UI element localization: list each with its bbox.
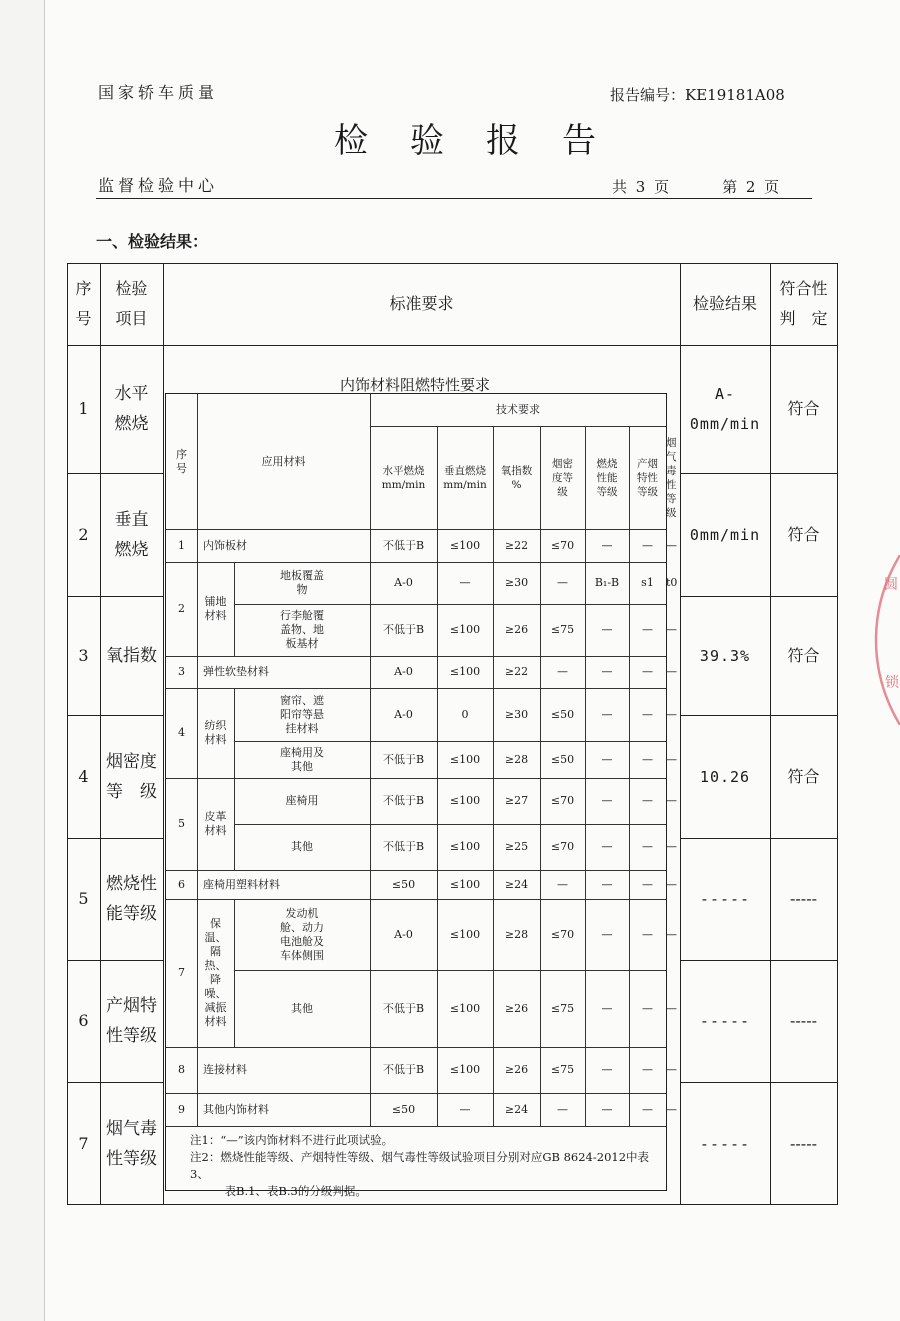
req-value: — (666, 840, 677, 853)
inner-header-col: 燃烧 性能 等级 (596, 457, 618, 498)
req-value: ≤100 (449, 538, 481, 552)
req-value: — (601, 707, 613, 721)
row-item: 燃烧性 能等级 (106, 874, 157, 924)
req-value: 0 (461, 707, 469, 721)
page-indicator: 共 3 页 第 2 页 (612, 178, 782, 196)
group-no: 1 (178, 538, 185, 552)
req-value: ≥28 (504, 927, 529, 941)
req-value: ≥30 (504, 707, 529, 721)
row-verdict: ----- (789, 889, 818, 908)
req-value: ≥24 (504, 877, 529, 891)
group-material: 内饰板材 (203, 538, 247, 552)
table-notes (190, 1132, 660, 1200)
req-value: — (642, 1063, 653, 1076)
req-value: ≥28 (504, 752, 529, 766)
req-value: — (601, 1063, 613, 1076)
req-value: — (666, 752, 677, 766)
group-material: 座椅用塑料材料 (203, 877, 280, 891)
req-value: — (642, 927, 653, 941)
row-result: 10.26 (699, 767, 751, 786)
row-result: A-0mm/min (689, 385, 761, 433)
row-item: 烟密度 等 级 (106, 751, 157, 802)
requirements-table (165, 393, 678, 1198)
col-header-item: 检验 项目 (115, 279, 148, 328)
req-value: ≤100 (449, 1001, 481, 1015)
group-no: 9 (178, 1102, 185, 1116)
req-value: ≥27 (504, 794, 529, 807)
req-value: — (642, 538, 653, 552)
req-value: — (666, 794, 677, 807)
req-value: — (642, 840, 653, 853)
outer-vline (163, 263, 164, 1205)
svg-text:圆: 圆 (884, 577, 898, 593)
req-value: — (601, 927, 613, 941)
req-value: — (557, 877, 568, 891)
tech-req-header: 技术要求 (496, 403, 540, 416)
req-value: t0 (666, 576, 678, 589)
req-value: 不低于B (382, 752, 425, 766)
req-value: ≤100 (449, 623, 481, 636)
group-material: 纺织 材料 (204, 719, 227, 746)
req-value: 不低于B (382, 538, 425, 552)
req-value: A-0 (394, 707, 413, 721)
row-verdict: ----- (789, 1133, 818, 1153)
req-value: — (666, 707, 677, 721)
req-value: — (601, 877, 613, 891)
group-no: 6 (178, 877, 185, 891)
section-title: 一、检验结果： (96, 232, 209, 251)
req-value: — (557, 1102, 568, 1116)
req-value: — (601, 623, 613, 636)
req-value: A-0 (394, 576, 413, 589)
req-value: 不低于B (382, 840, 425, 853)
inner-header-col: 氧指数 % (500, 464, 533, 491)
req-value: — (666, 1102, 677, 1116)
req-value: ≤70 (550, 840, 575, 853)
req-value: — (642, 665, 653, 678)
req-value: — (601, 840, 613, 853)
row-result: ----- (699, 1012, 751, 1030)
sub-material: 其他 (291, 840, 313, 853)
req-value: ≤100 (449, 752, 481, 766)
req-value: — (666, 665, 677, 678)
row-verdict: 符合 (787, 645, 820, 665)
sub-material: 窗帘、遮 阳帘等悬 挂材料 (280, 693, 324, 735)
sub-material: 座椅用 (285, 794, 319, 807)
row-result: 0mm/min (689, 525, 761, 544)
report-number: 报告编号：KE19181A08 (610, 86, 785, 104)
req-value: ≥25 (504, 840, 529, 853)
row-item: 产烟特 性等级 (106, 996, 157, 1046)
col-header-standard: 标准要求 (389, 294, 454, 313)
req-value: — (601, 794, 613, 807)
group-material: 皮革 材料 (204, 810, 227, 837)
req-value: — (642, 877, 653, 891)
row-no: 1 (78, 399, 89, 418)
row-result: ----- (699, 1134, 751, 1153)
row-no: 5 (78, 889, 89, 908)
req-value: — (557, 576, 568, 589)
note-line: 表B.1、表B.3的分级判据。 (190, 1184, 367, 1198)
row-item: 水平 燃烧 (114, 384, 149, 434)
req-value: — (666, 877, 677, 891)
req-value: 不低于B (382, 794, 425, 807)
req-value: ≤70 (550, 927, 575, 941)
row-result: 39.3% (699, 646, 751, 665)
row-item: 氧指数 (106, 645, 157, 666)
sub-material: 座椅用及 其他 (280, 745, 324, 773)
req-value: — (601, 1102, 613, 1116)
req-value: — (666, 623, 677, 636)
group-material: 弹性软垫材料 (203, 665, 269, 678)
group-material: 连接材料 (203, 1063, 247, 1076)
req-value: ≤70 (550, 794, 575, 807)
req-value: ≤75 (550, 1063, 575, 1076)
req-value: — (601, 538, 613, 552)
group-no: 5 (178, 817, 185, 830)
req-value: ≥26 (504, 623, 529, 636)
req-value: ≤100 (449, 877, 481, 891)
req-value: — (601, 752, 613, 766)
req-value: ≤100 (449, 927, 481, 941)
req-value: ≤75 (550, 623, 575, 636)
req-value: B₁-B (594, 576, 620, 589)
req-value: ≤50 (391, 1102, 416, 1116)
seal-stamp (872, 555, 900, 725)
row-item: 烟气毒 性等级 (106, 1118, 157, 1169)
req-value: ≤50 (550, 752, 575, 766)
req-value: ≤100 (449, 794, 481, 807)
outer-vline (837, 263, 838, 1205)
row-no: 2 (78, 524, 89, 544)
sub-material: 其他 (291, 1001, 313, 1015)
group-no: 2 (178, 602, 185, 615)
req-value: ≤50 (550, 707, 575, 721)
req-value: ≥26 (504, 1063, 529, 1076)
org-name: 国家轿车质量 (98, 83, 219, 102)
row-no: 3 (78, 645, 89, 665)
req-value: ≥30 (504, 576, 529, 589)
group-material: 铺地 材料 (204, 595, 227, 622)
req-value: ≥22 (504, 665, 529, 678)
row-verdict: 符合 (787, 399, 820, 418)
inner-header-col: 垂直燃烧 mm/min (443, 464, 487, 491)
sub-material: 发动机 舱、动力 电池舱及 车体侧围 (280, 906, 324, 962)
req-value: — (601, 665, 613, 678)
req-value: 不低于B (382, 1063, 425, 1076)
inner-header-seq: 序 号 (176, 447, 187, 475)
sub-material: 行李舱覆 盖物、地 板基材 (280, 609, 324, 650)
inner-table-title: 内饰材料阻燃特性要求 (339, 376, 490, 394)
row-verdict: ----- (789, 1011, 818, 1030)
row-no: 7 (78, 1133, 89, 1153)
group-no: 8 (178, 1063, 185, 1076)
group-material: 其他内饰材料 (203, 1102, 269, 1116)
req-value: ≤75 (550, 1001, 575, 1015)
row-result: ----- (699, 890, 751, 908)
req-value: — (459, 576, 471, 589)
inner-hline (166, 1126, 666, 1127)
header-rule (96, 198, 812, 199)
req-value: — (459, 1102, 471, 1116)
req-value: — (557, 665, 568, 678)
inner-header-col: 产烟 特性 等级 (637, 457, 658, 498)
req-value: — (601, 1001, 613, 1015)
col-header-seq: 序 号 (75, 279, 92, 328)
req-value: A-0 (394, 927, 413, 941)
req-value: ≥24 (504, 1102, 529, 1116)
col-header-result: 检验结果 (692, 294, 757, 313)
inner-header-material: 应用材料 (261, 454, 306, 468)
center-name: 监督检验中心 (98, 176, 219, 195)
inner-header-col: 烟气 毒性 等级 (666, 436, 677, 519)
row-verdict: 符合 (787, 524, 820, 544)
inner-header-col: 水平燃烧 mm/min (381, 464, 426, 491)
req-value: — (666, 927, 677, 941)
req-value: — (666, 1063, 677, 1076)
note-line: 注1：“—”该内饰材料不进行此项试验。 (190, 1133, 394, 1147)
req-value: ≤100 (449, 665, 481, 678)
req-value: — (642, 1001, 653, 1015)
req-value: ≥22 (504, 538, 529, 552)
row-verdict: 符合 (787, 766, 820, 786)
group-material: 保 温、 隔 热、 降 噪、 减振 材料 (204, 917, 227, 1028)
svg-text:锁: 锁 (885, 675, 899, 691)
req-value: ≤70 (550, 538, 575, 552)
req-value: — (642, 623, 653, 636)
req-value: 不低于B (382, 1001, 425, 1015)
inner-header-col: 烟密 度等 级 (552, 457, 573, 498)
req-value: 不低于B (382, 623, 425, 636)
sub-material: 地板覆盖 物 (280, 569, 324, 596)
row-no: 4 (78, 766, 89, 786)
row-no: 6 (78, 1011, 89, 1030)
row-item: 垂直 燃烧 (114, 509, 149, 560)
req-value: — (666, 1001, 677, 1015)
req-value: — (642, 752, 653, 766)
req-value: ≤50 (391, 877, 416, 891)
req-value: ≥26 (504, 1001, 529, 1015)
req-value: ≤100 (449, 1063, 481, 1076)
req-value: s1 (641, 576, 654, 589)
req-value: — (642, 707, 653, 721)
col-header-verdict: 符合性 判 定 (779, 279, 828, 328)
page-title: 检 验 报 告 (334, 121, 600, 161)
group-no: 4 (178, 726, 185, 739)
group-no: 7 (178, 966, 185, 979)
req-value: — (642, 794, 653, 807)
req-value: — (642, 1102, 653, 1116)
group-no: 3 (178, 665, 185, 678)
note-line: 注2：燃烧性能等级、产烟特性等级、烟气毒性等级试验项目分别对应GB 8624-2012中表3、 (190, 1150, 650, 1181)
req-value: — (666, 538, 677, 552)
req-value: ≤100 (449, 840, 481, 853)
req-value: A-0 (394, 665, 413, 678)
